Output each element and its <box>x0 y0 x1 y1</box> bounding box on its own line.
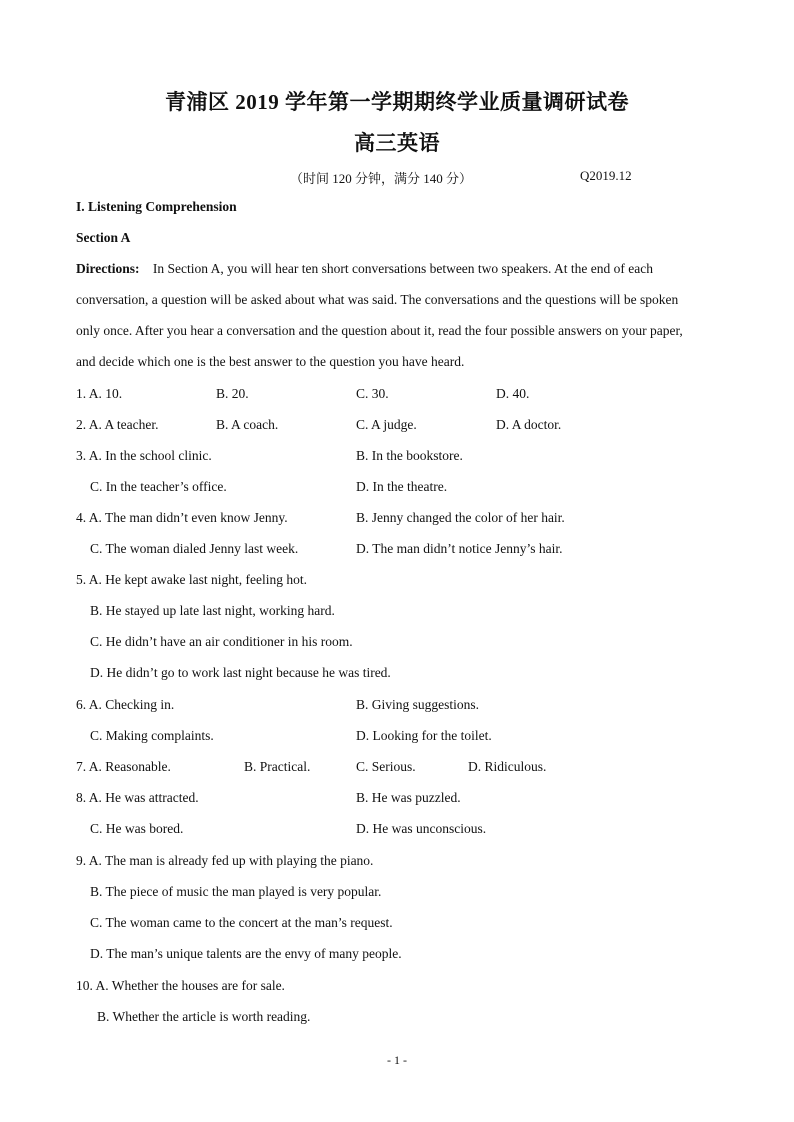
directions-line-4: and decide which one is the best answer to the question you have heard. <box>76 354 465 369</box>
q10-option-a: 10. A. Whether the houses are for sale. <box>76 978 285 993</box>
q4-option-a: 4. A. The man didn’t even know Jenny. <box>76 510 288 525</box>
exam-subject: 高三英语 <box>354 131 440 155</box>
exam-info: （时间 120 分钟，满分 140 分） <box>290 171 473 186</box>
q1-option-a: 1. A. 10. <box>76 386 123 401</box>
q1-option-c: C. 30. <box>356 386 389 401</box>
q2-option-c: C. A judge. <box>356 417 417 432</box>
directions-label: Directions: <box>76 261 140 276</box>
q8-option-a: 8. A. He was attracted. <box>76 790 199 805</box>
q2-option-b: B. A coach. <box>216 417 279 432</box>
q3-option-a: 3. A. In the school clinic. <box>76 448 212 463</box>
q1-option-b: B. 20. <box>216 386 249 401</box>
q8-option-b: B. He was puzzled. <box>356 790 461 805</box>
q10-option-b: B. Whether the article is worth reading. <box>97 1009 311 1024</box>
q5-option-b: B. He stayed up late last night, working hard. <box>90 603 335 618</box>
q9-option-a: 9. A. The man is already fed up with playing the piano. <box>76 853 374 868</box>
q8-option-c: C. He was bored. <box>90 821 184 836</box>
q7-option-c: C. Serious. <box>356 759 416 774</box>
q1-option-d: D. 40. <box>496 386 530 401</box>
exam-code: Q2019.12 <box>580 168 632 183</box>
q9-option-b: B. The piece of music the man played is very popular. <box>90 884 382 899</box>
q7-option-d: D. Ridiculous. <box>468 759 547 774</box>
q2-option-d: D. A doctor. <box>496 417 562 432</box>
part-heading: I. Listening Comprehension <box>76 199 237 214</box>
directions-line-3: only once. After you hear a conversation and the question about it, read the four possible answers on your paper, <box>76 323 683 338</box>
q7-option-a: 7. A. Reasonable. <box>76 759 171 774</box>
q6-option-b: B. Giving suggestions. <box>356 697 480 712</box>
exam-title: 青浦区 2019 学年第一学期期终学业质量调研试卷 <box>165 90 629 114</box>
directions-text-1: In Section A, you will hear ten short conversations between two speakers. At the end of each <box>152 261 653 276</box>
page-number: - 1 - <box>387 1053 407 1067</box>
q4-option-b: B. Jenny changed the color of her hair. <box>356 510 565 525</box>
directions-line-1 <box>76 261 653 277</box>
q5-option-a: 5. A. He kept awake last night, feeling hot. <box>76 572 307 587</box>
q6-option-a: 6. A. Checking in. <box>76 697 175 712</box>
directions-line-2: conversation, a question will be asked about what was said. The conversations and the questions will be spoken <box>76 292 679 307</box>
section-heading: Section A <box>76 230 131 245</box>
q6-option-c: C. Making complaints. <box>90 728 214 743</box>
q5-option-c: C. He didn’t have an air conditioner in his room. <box>90 634 353 649</box>
q5-option-d: D. He didn’t go to work last night because he was tired. <box>90 665 391 680</box>
q2-option-a: 2. A. A teacher. <box>76 417 159 432</box>
q4-option-d: D. The man didn’t notice Jenny’s hair. <box>356 541 563 556</box>
q9-option-d: D. The man’s unique talents are the envy of many people. <box>90 946 402 961</box>
q3-option-c: C. In the teacher’s office. <box>90 479 227 494</box>
q6-option-d: D. Looking for the toilet. <box>356 728 492 743</box>
q3-option-b: B. In the bookstore. <box>356 448 463 463</box>
q4-option-c: C. The woman dialed Jenny last week. <box>90 541 299 556</box>
q8-option-d: D. He was unconscious. <box>356 821 487 836</box>
q3-option-d: D. In the theatre. <box>356 479 448 494</box>
q9-option-c: C. The woman came to the concert at the man’s request. <box>90 915 393 930</box>
q7-option-b: B. Practical. <box>244 759 311 774</box>
